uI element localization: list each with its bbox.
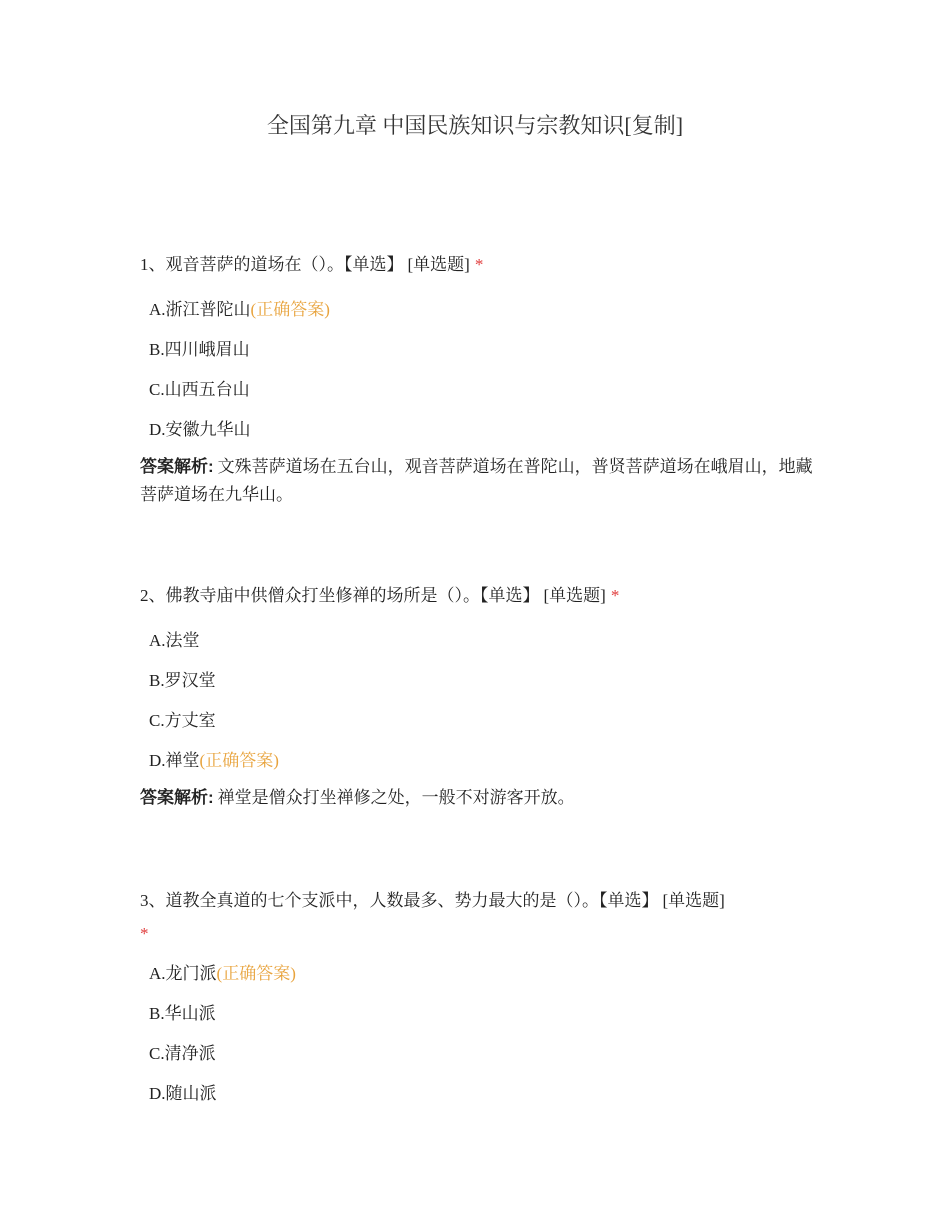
question-type: [单选题]: [662, 891, 725, 910]
required-marker: *: [474, 255, 484, 274]
option-c: [149, 1034, 820, 1074]
question-2: [140, 579, 820, 812]
option-a: [149, 954, 820, 994]
option-label: B.四川峨眉山: [149, 340, 250, 359]
options-list: [140, 290, 820, 450]
option-label: D.安徽九华山: [149, 420, 251, 439]
question-3: [140, 884, 820, 1114]
options-list: [140, 621, 820, 781]
option-label: B.罗汉堂: [149, 671, 216, 690]
analysis-label: 答案解析:: [140, 457, 214, 476]
option-b: [149, 661, 820, 701]
option-label: C.方丈室: [149, 711, 216, 730]
page-title: 全国第九章 中国民族知识与宗教知识[复制]: [266, 113, 684, 138]
required-marker: *: [140, 924, 149, 943]
option-label: C.清净派: [149, 1044, 216, 1063]
question-1: [140, 248, 820, 509]
option-label: A.浙江普陀山: [149, 300, 251, 319]
required-marker: *: [610, 586, 620, 605]
question-stem: 2、佛教寺庙中供僧众打坐修禅的场所是（）。【单选】: [140, 586, 540, 605]
answer-analysis: [140, 453, 820, 509]
question-text: [140, 884, 820, 950]
option-label: B.华山派: [149, 1004, 216, 1023]
analysis-text: 文殊菩萨道场在五台山，观音菩萨道场在普陀山，普贤菩萨道场在峨眉山，地藏菩萨道场在九华山。: [140, 457, 813, 504]
option-c: [149, 701, 820, 741]
option-b: [149, 994, 820, 1034]
option-c: [149, 370, 820, 410]
option-b: [149, 330, 820, 370]
correct-answer-tag: (正确答案): [199, 751, 279, 770]
options-list: [140, 954, 820, 1114]
question-stem: 1、观音菩萨的道场在（）。【单选】: [140, 255, 404, 274]
question-text: [140, 579, 820, 612]
question-type: [单选题]: [407, 255, 470, 274]
option-label: A.法堂: [149, 631, 200, 650]
option-label: D.随山派: [149, 1084, 217, 1103]
option-label: A.龙门派: [149, 964, 217, 983]
option-label: C.山西五台山: [149, 380, 250, 399]
analysis-label: 答案解析:: [140, 788, 214, 807]
option-d: [149, 1074, 820, 1114]
correct-answer-tag: (正确答案): [250, 300, 330, 319]
option-d: [149, 410, 820, 450]
question-stem: 3、道教全真道的七个支派中，人数最多、势力最大的是（）。【单选】: [140, 891, 659, 910]
analysis-text: 禅堂是僧众打坐禅修之处，一般不对游客开放。: [217, 788, 575, 807]
option-a: [149, 621, 820, 661]
option-d: [149, 741, 820, 781]
question-text: [140, 248, 820, 281]
correct-answer-tag: (正确答案): [216, 964, 296, 983]
answer-analysis: [140, 784, 820, 812]
question-type: [单选题]: [543, 586, 606, 605]
option-label: D.禅堂: [149, 751, 200, 770]
option-a: [149, 290, 820, 330]
